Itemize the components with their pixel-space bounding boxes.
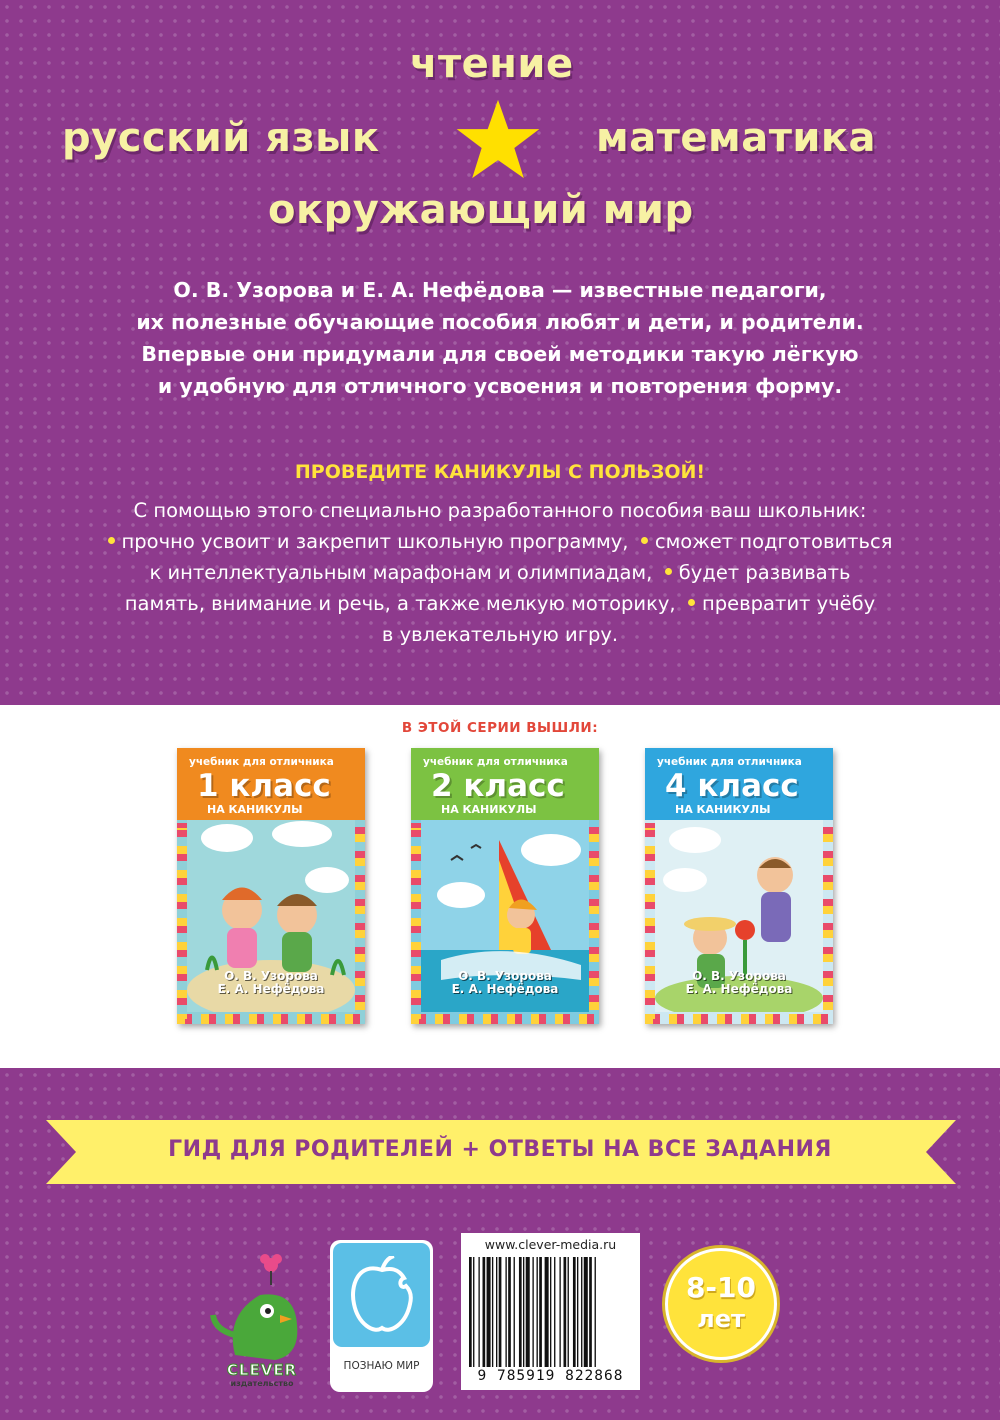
barcode-bar (478, 1257, 479, 1367)
subject-math: математика (596, 115, 877, 161)
letters-frame (411, 748, 599, 1024)
barcode-bar (539, 1257, 542, 1367)
book-author: О. В. Узорова (224, 969, 318, 983)
star-icon (455, 98, 541, 180)
promo-bullet: сможет подготовиться (654, 530, 893, 553)
barcode-bar (496, 1257, 497, 1367)
series-title: В ЭТОЙ СЕРИИ ВЫШЛИ: (401, 720, 599, 736)
intro-line: и удобную для отличного усвоения и повторения форму. (157, 374, 843, 398)
promo-line: в увлекательную игру. (381, 623, 619, 646)
intro-line: О. В. Узорова и Е. А. Нефёдова — известные педагоги, (173, 278, 827, 302)
barcode-bar (499, 1257, 502, 1367)
barcode-bar (537, 1257, 538, 1367)
subject-russian: русский язык (62, 115, 380, 161)
barcode-bar (492, 1257, 493, 1367)
imprint-name: ПОЗНАЮ МИР (343, 1360, 420, 1372)
bullet-icon (108, 537, 115, 544)
barcode-bar (577, 1257, 578, 1367)
letters-frame (645, 748, 833, 1024)
barcode-bar (559, 1257, 560, 1367)
barcode-bar (589, 1257, 592, 1367)
book-grade: 1 класс (197, 768, 331, 804)
barcode-bar (519, 1257, 522, 1367)
book-series-label: учебник для отличника (423, 756, 568, 768)
publisher-name: CLEVER (226, 1361, 298, 1379)
age-range: 8-10 (685, 1271, 757, 1304)
barcode-bar (526, 1257, 530, 1367)
promo-bullet: прочно усвоит и закрепит школьную программу, (121, 530, 629, 553)
promo-heading: ПРОВЕДИТЕ КАНИКУЛЫ С ПОЛЬЗОЙ! (294, 461, 706, 483)
book-grade: 4 класс (665, 768, 799, 804)
bullet-icon (641, 537, 648, 544)
barcode-bar (505, 1257, 506, 1367)
promo-text (40, 495, 960, 650)
intro-text (40, 274, 960, 402)
barcode-bar (550, 1257, 551, 1367)
book-cover-grade-2 (411, 748, 599, 1024)
imprint-logo (330, 1240, 433, 1392)
book-author: О. В. Узорова (692, 969, 786, 983)
promo-lead: С помощью этого специально разработанного пособия ваш школьник: (133, 499, 867, 522)
barcode-bar (514, 1257, 515, 1367)
book-author: О. В. Узорова (458, 969, 552, 983)
website-url: www.clever-media.ru (484, 1237, 617, 1252)
book-author: Е. А. Нефёдова (685, 982, 793, 996)
barcode-bar (523, 1257, 524, 1367)
barcode-bar (568, 1257, 569, 1367)
barcode-bar (595, 1257, 596, 1367)
intro-line: Впервые они придумали для своей методики такую лёгкую (141, 342, 859, 366)
barcode-bar (469, 1257, 472, 1367)
age-unit: лет (697, 1305, 745, 1333)
subject-world: окружающий мир (268, 187, 694, 233)
book-series-label: учебник для отличника (657, 756, 802, 768)
barcode-bar (532, 1257, 533, 1367)
barcode-bar (487, 1257, 491, 1367)
book-cover-grade-4 (645, 748, 833, 1024)
letters-frame (177, 748, 365, 1024)
barcode-bar (483, 1257, 486, 1367)
book-series-label: учебник для отличника (189, 756, 334, 768)
barcode-bar (584, 1257, 588, 1367)
book-subtitle: НА КАНИКУЛЫ (207, 803, 303, 816)
book-author: Е. А. Нефёдова (451, 982, 559, 996)
barcode-box (461, 1233, 640, 1390)
bullet-icon (688, 599, 695, 606)
barcode-bar (554, 1257, 555, 1367)
barcode-bar (508, 1257, 511, 1367)
book-cover-grade-1 (177, 748, 365, 1024)
ribbon-text: ГИД ДЛЯ РОДИТЕЛЕЙ + ОТВЕТЫ НА ВСЕ ЗАДАНИЯ (168, 1137, 832, 1162)
publisher-sub: издательство (230, 1379, 294, 1388)
barcode-bar (564, 1257, 567, 1367)
barcode (469, 1257, 633, 1367)
barcode-bar (581, 1257, 582, 1367)
promo-bullet: превратит учёбу (702, 592, 876, 615)
barcode-bar (473, 1257, 474, 1367)
barcode-bar (573, 1257, 576, 1367)
book-subtitle: НА КАНИКУЛЫ (675, 803, 771, 816)
apple-icon (348, 1256, 416, 1336)
book-author: Е. А. Нефёдова (217, 982, 325, 996)
promo-bullet: будет развивать (678, 561, 851, 584)
age-badge (665, 1248, 777, 1360)
intro-line: их полезные обучающие пособия любят и дети, и родители. (136, 310, 864, 334)
book-grade: 2 класс (431, 768, 565, 804)
promo-line: память, внимание и речь, а также мелкую моторику, (124, 592, 676, 615)
isbn-number: 9 785919 822868 (477, 1368, 624, 1384)
promo-line: к интеллектуальным марафонам и олимпиадам, (149, 561, 653, 584)
subject-reading: чтение (410, 41, 574, 87)
bullet-icon (665, 568, 672, 575)
barcode-bar (545, 1257, 549, 1367)
book-subtitle: НА КАНИКУЛЫ (441, 803, 537, 816)
